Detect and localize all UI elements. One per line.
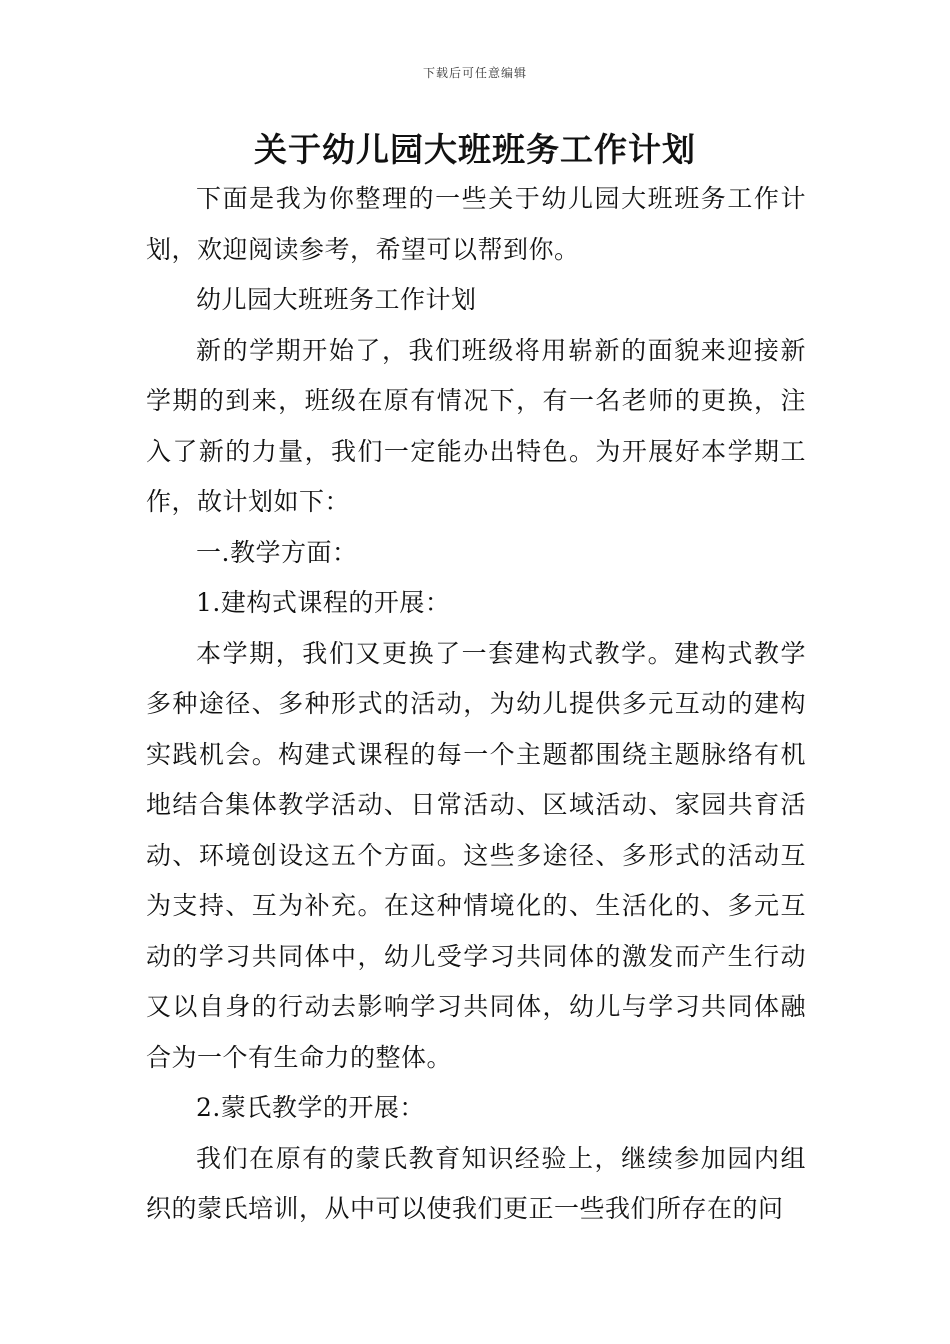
constructive-course-paragraph: 本学期，我们又更换了一套建构式教学。建构式教学多种途径、多种形式的活动，为幼儿提供多元互动的建构实践机会。构建式课程的每一个主题都围绕主题脉络有机地结合集体教学活动、日常活动、区域活动、家园共育活动、环境创设这五个方面。这些多途径、多形式的活动互为支持、互为补充。在这种情境化的、生活化的、多元互动的学习共同体中，幼儿受学习共同体的激发而产生行动又以自身的行动去影响学习共同体，幼儿与学习共同体融合为一个有生命力的整体。 xyxy=(146,638,806,1072)
subheading-constructive-course: 1.建构式课程的开展： xyxy=(196,588,451,617)
intro-paragraph: 下面是我为你整理的一些关于幼儿园大班班务工作计划，欢迎阅读参考，希望可以帮到你。 xyxy=(146,184,806,264)
section-heading-teaching: 一.教学方面： xyxy=(196,537,358,567)
header-note: 下载后可任意编辑 xyxy=(422,66,527,80)
document-title: 关于幼儿园大班班务工作计划 xyxy=(254,130,696,169)
subheading-montessori: 2.蒙氏教学的开展： xyxy=(196,1093,425,1122)
subtitle-paragraph: 幼儿园大班班务工作计划 xyxy=(196,285,477,314)
document-body xyxy=(146,174,806,1235)
opening-paragraph: 新的学期开始了，我们班级将用崭新的面貌来迎接新学期的到来，班级在原有情况下，有一名老师的更换，注入了新的力量，我们一定能办出特色。为开展好本学期工作，故计划如下： xyxy=(146,335,806,516)
montessori-paragraph: 我们在原有的蒙氏教育知识经验上，继续参加园内组织的蒙氏培训，从中可以使我们更正一些我们所存在的问 xyxy=(146,1143,806,1223)
